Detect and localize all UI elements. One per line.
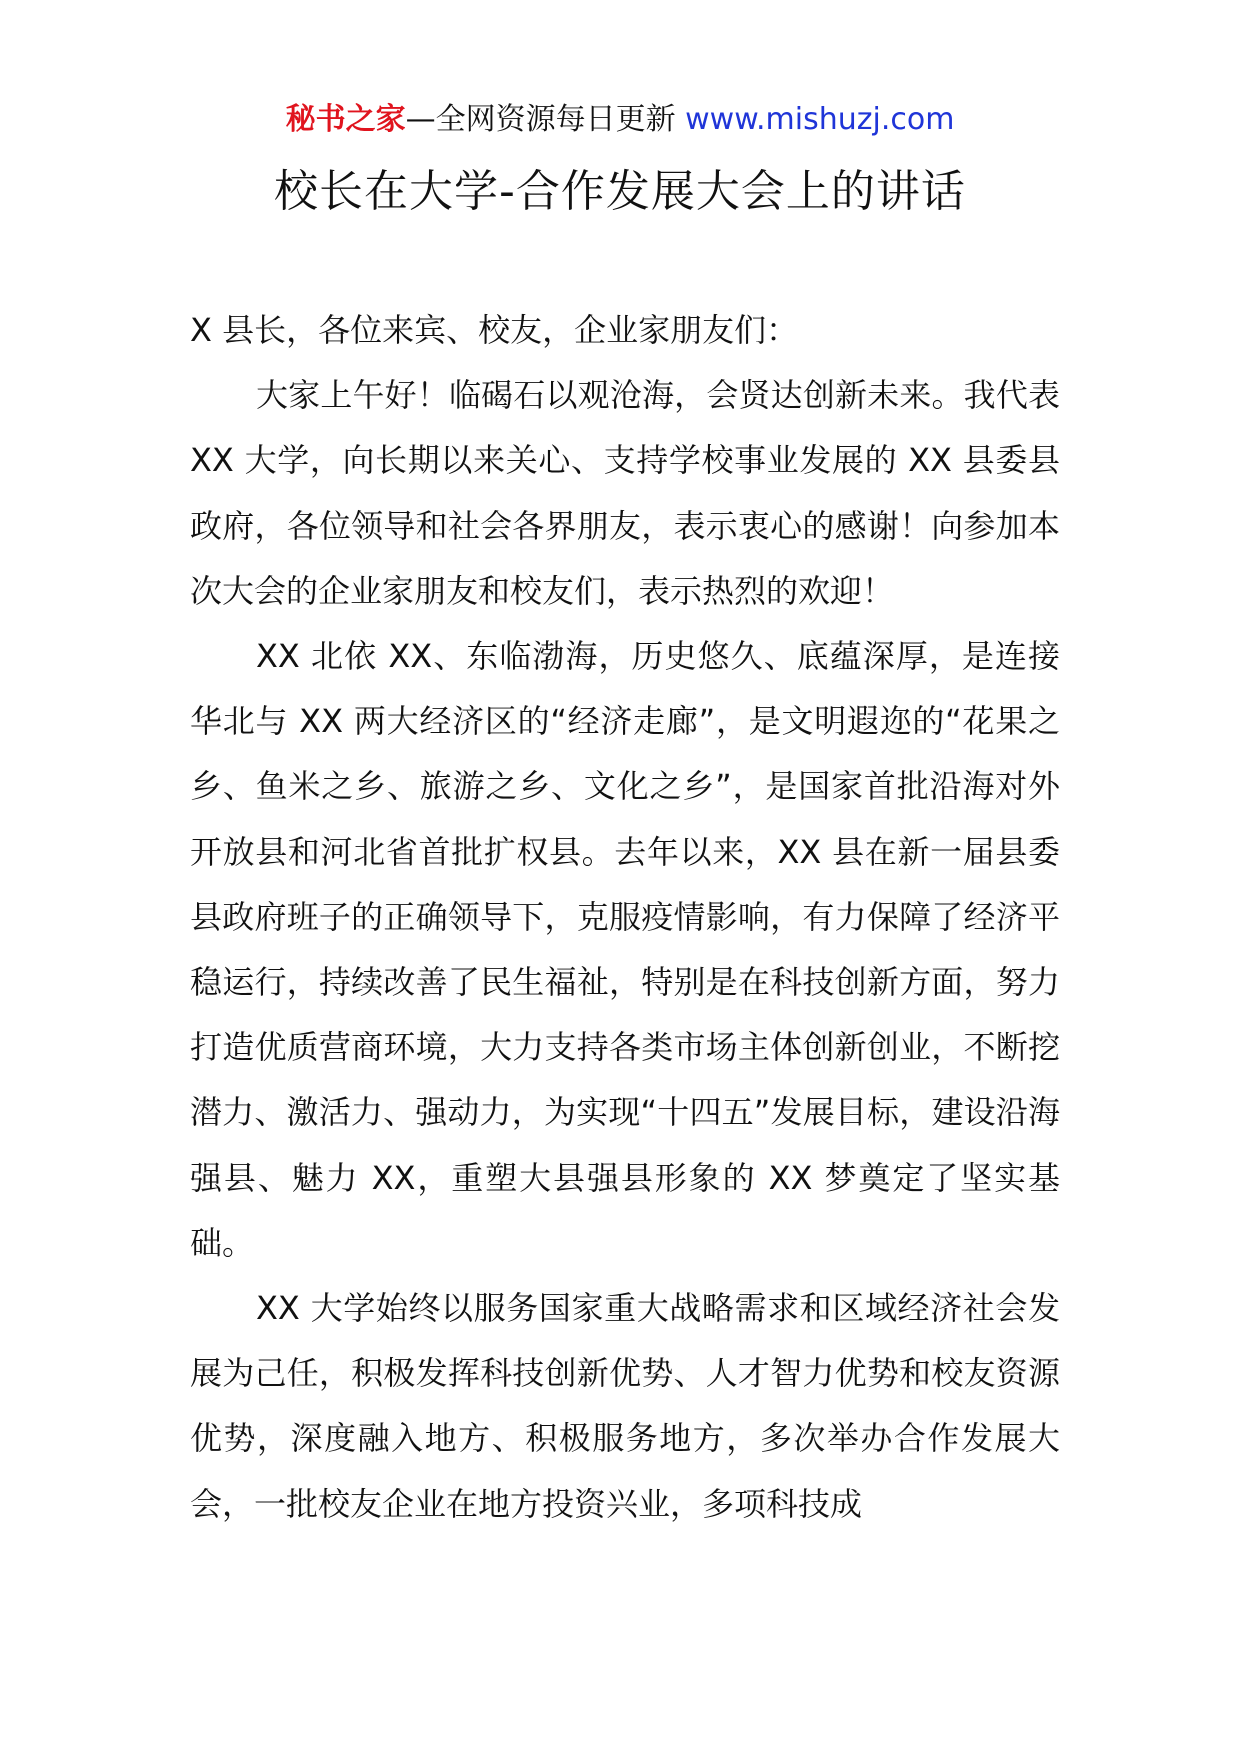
paragraph: XX 大学始终以服务国家重大战略需求和区域经济社会发展为己任，积极发挥科技创新优势、人才智力优势和校友资源优势，深度融入地方、积极服务地方，多次举办合作发展大会，一批校友企业在地方投资兴业，多项科技成 <box>190 1289 1060 1523</box>
site-brand: 秘书之家 <box>285 102 406 137</box>
site-slogan: —全网资源每日更新 <box>405 102 676 137</box>
document-body <box>190 298 1060 1537</box>
document-title: 校长在大学-合作发展大会上的讲话 <box>274 166 966 217</box>
paragraph: 大家上午好！临碣石以观沧海，会贤达创新未来。我代表 XX 大学，向长期以来关心、支持学校事业发展的 XX 县委县政府，各位领导和社会各界朋友，表示衷心的感谢！向参加本次大会的企业家朋友和校友们，表示热烈的欢迎！ <box>190 376 1060 610</box>
salutation: X 县长，各位来宾、校友，企业家朋友们： <box>190 311 799 349</box>
site-url-link[interactable]: www.mishuzj.com <box>685 102 955 137</box>
paragraph: XX 北依 XX、东临渤海，历史悠久、底蕴深厚，是连接华北与 XX 两大经济区的“经济走廊”，是文明遐迩的“花果之乡、鱼米之乡、旅游之乡、文化之乡”，是国家首批沿海对外开放县和河北省首批扩权县。去年以来，XX 县在新一届县委县政府班子的正确领导下，克服疫情影响，有力保障了经济平稳运行，持续改善了民生福祉，特别是在科技创新方面，努力打造优质营商环境，大力支持各类市场主体创新创业，不断挖潜力、激活力、强动力，为实现“十四五”发展目标，建设沿海强县、魅力 XX，重塑大县强县形象的 XX 梦奠定了坚实基础。 <box>190 637 1060 1262</box>
site-header <box>0 100 1240 140</box>
